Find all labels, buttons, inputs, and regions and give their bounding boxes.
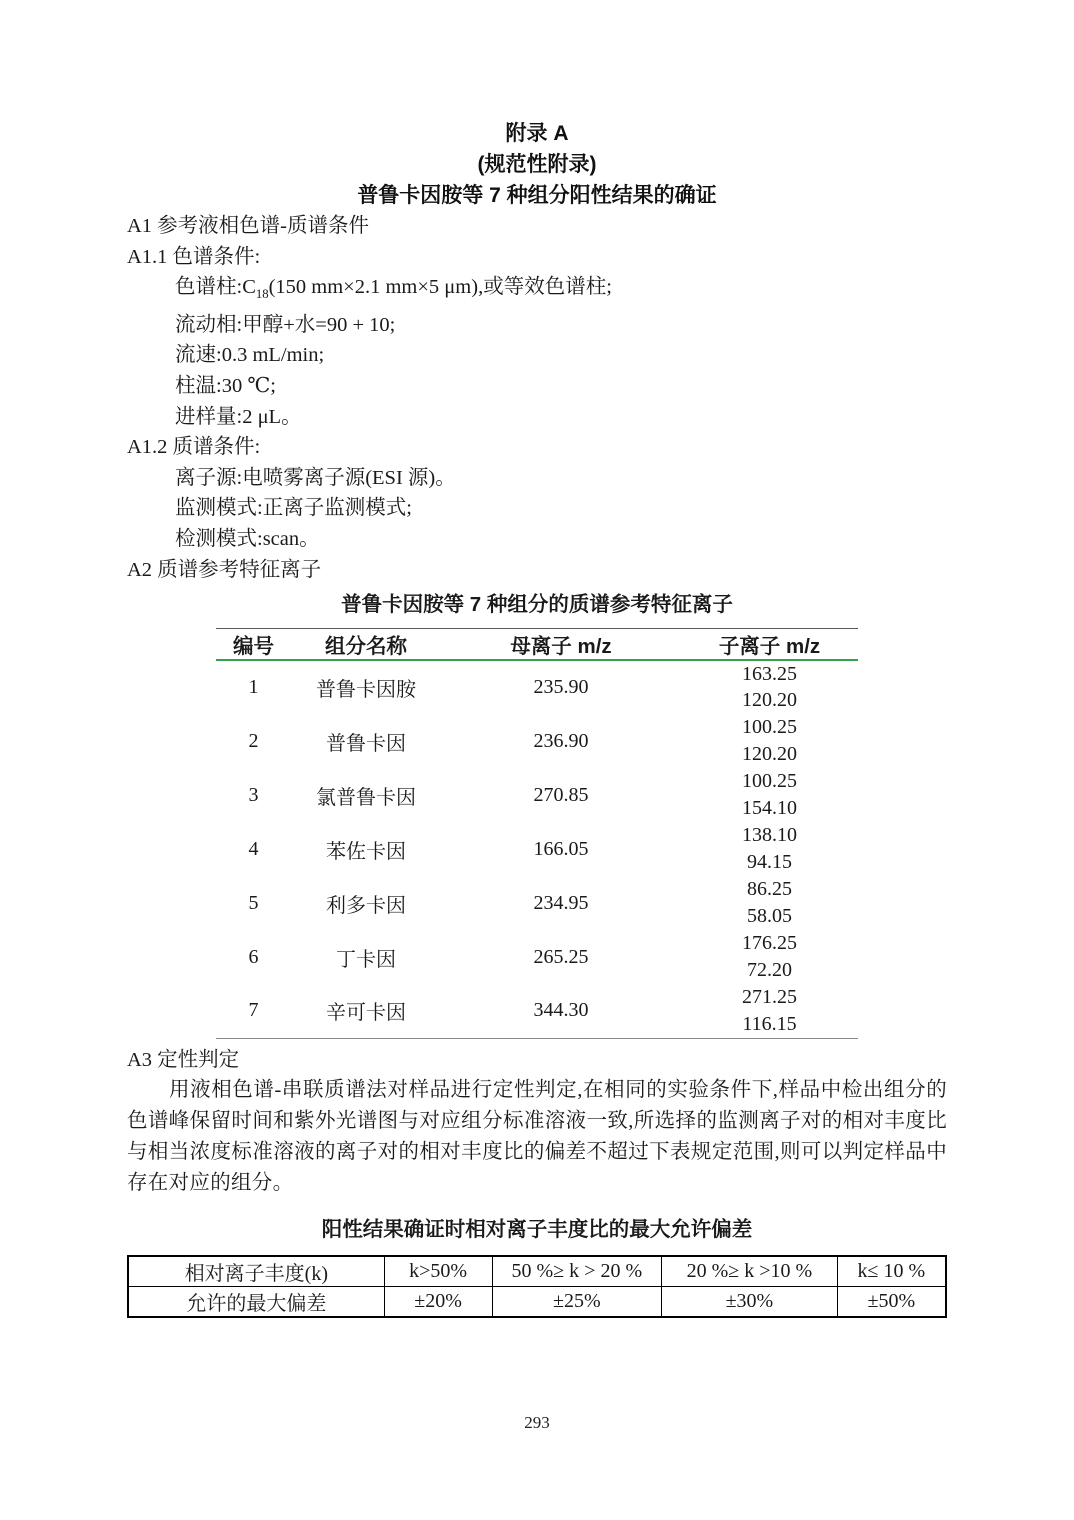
cell-parent-ion: 270.85 (533, 783, 589, 806)
cell-name: 苯佐卡因 (326, 840, 406, 863)
cell-deviation-1: ±20% (384, 1287, 492, 1318)
cell-child-ion: 176.25 (742, 932, 797, 955)
table-row (216, 876, 858, 903)
table-row (216, 660, 858, 687)
column-text-suffix: (150 mm×2.1 mm×5 μm),或等效色谱柱; (268, 276, 612, 299)
cell-child-ion: 138.10 (742, 824, 797, 847)
cell-child-ion: 72.20 (747, 959, 792, 982)
table-row (128, 1256, 946, 1287)
table-row (216, 930, 858, 957)
cell-range-2: 50 %≥ k > 20 % (492, 1256, 662, 1287)
table-header-row (216, 629, 858, 661)
cell-child-ion: 154.10 (742, 797, 797, 820)
cell-name: 氯普鲁卡因 (316, 786, 416, 809)
cell-child-ion: 100.25 (742, 770, 797, 793)
cell-no: 7 (248, 999, 259, 1022)
cell-parent-ion: 234.95 (533, 891, 589, 914)
cell-parent-ion: 265.25 (533, 945, 589, 968)
deviation-table (127, 1255, 947, 1318)
cell-child-ion: 86.25 (747, 878, 792, 901)
cell-no: 4 (248, 837, 259, 860)
cell-child-ion: 116.15 (742, 1012, 797, 1035)
cell-parent-ion: 166.05 (533, 837, 589, 860)
cell-child-ion: 58.05 (747, 905, 792, 928)
table-row (128, 1287, 946, 1318)
ms-ions-table (216, 628, 858, 1039)
section-a1-1-heading: A1.1 色谱条件: (127, 245, 261, 268)
cell-child-ion: 94.15 (747, 851, 792, 874)
column-temperature-item: 柱温:30 ℃; (175, 375, 276, 398)
section-a1-heading: A1 参考液相色谱-质谱条件 (127, 215, 370, 237)
cell-deviation-4: ±50% (837, 1287, 946, 1318)
table-row (216, 822, 858, 849)
cell-abundance-label: 相对离子丰度(k) (128, 1256, 384, 1287)
cell-range-3: 20 %≥ k >10 % (662, 1256, 838, 1287)
appendix-title: 普鲁卡因胺等 7 种组分阳性结果的确证 (357, 184, 717, 207)
appendix-type: (规范性附录) (477, 153, 597, 176)
cell-parent-ion: 235.90 (533, 676, 589, 699)
injection-volume-item: 进样量:2 μL。 (175, 405, 302, 428)
qualitative-determination-paragraph: 用液相色谱-串联质谱法对样品进行定性判定,在相同的实验条件下,样品中检出组分的色谱峰保留时间和紫外光谱图与对应组分标准溶液一致,所选择的监测离子对的相对丰度比与相当浓度标准溶液的离子对的相对丰度比的偏差不超过下表规定范围,则可以判定样品中存在对应的组分。 (127, 1079, 947, 1195)
cell-name: 丁卡因 (336, 948, 396, 971)
column-subscript: 18 (255, 287, 269, 302)
cell-range-4: k≤ 10 % (837, 1256, 946, 1287)
appendix-label: 附录 A (505, 122, 569, 145)
table-row (216, 984, 858, 1011)
cell-deviation-label: 允许的最大偏差 (128, 1287, 384, 1318)
section-a3-heading: A3 定性判定 (127, 1048, 240, 1071)
table-row (216, 714, 858, 741)
cell-deviation-3: ±30% (662, 1287, 838, 1318)
cell-child-ion: 163.25 (742, 662, 797, 685)
cell-no: 6 (248, 945, 259, 968)
cell-name: 普鲁卡因胺 (316, 679, 416, 702)
chromatographic-column-item (127, 272, 947, 310)
cell-no: 5 (248, 891, 259, 914)
table-row (216, 768, 858, 795)
cell-name: 利多卡因 (326, 894, 406, 917)
header-component-name: 组分名称 (291, 629, 441, 661)
cell-name: 普鲁卡因 (326, 732, 406, 755)
header-no: 编号 (216, 629, 291, 661)
cell-child-ion: 120.20 (742, 743, 797, 766)
cell-parent-ion: 344.30 (533, 999, 589, 1022)
detection-mode-item: 检测模式:scan。 (175, 528, 320, 551)
column-text-prefix: 色谱柱:C (175, 276, 256, 299)
section-a1-2-heading: A1.2 质谱条件: (127, 436, 261, 459)
cell-child-ion: 271.25 (742, 986, 797, 1009)
cell-parent-ion: 236.90 (533, 729, 589, 752)
header-child-ion: 子离子 m/z (681, 629, 858, 661)
page-number: 293 (524, 1413, 550, 1432)
header-parent-ion: 母离子 m/z (441, 629, 681, 661)
ms-ions-table-title: 普鲁卡因胺等 7 种组分的质谱参考特征离子 (341, 593, 733, 617)
cell-deviation-2: ±25% (492, 1287, 662, 1318)
monitor-mode-item: 监测模式:正离子监测模式; (175, 497, 412, 520)
cell-no: 2 (248, 729, 259, 752)
cell-no: 1 (248, 676, 259, 699)
flow-rate-item: 流速:0.3 mL/min; (175, 344, 325, 367)
cell-no: 3 (248, 783, 259, 806)
mobile-phase-item: 流动相:甲醇+水=90 + 10; (175, 313, 396, 336)
ion-source-item: 离子源:电喷雾离子源(ESI 源)。 (175, 466, 456, 489)
title-block (127, 118, 947, 211)
cell-range-1: k>50% (384, 1256, 492, 1287)
section-a2-heading: A2 质谱参考特征离子 (127, 558, 322, 581)
cell-name: 辛可卡因 (326, 1002, 406, 1025)
cell-child-ion: 120.20 (742, 689, 797, 712)
cell-child-ion: 100.25 (742, 716, 797, 739)
deviation-table-title: 阳性结果确证时相对离子丰度比的最大允许偏差 (321, 1218, 753, 1242)
